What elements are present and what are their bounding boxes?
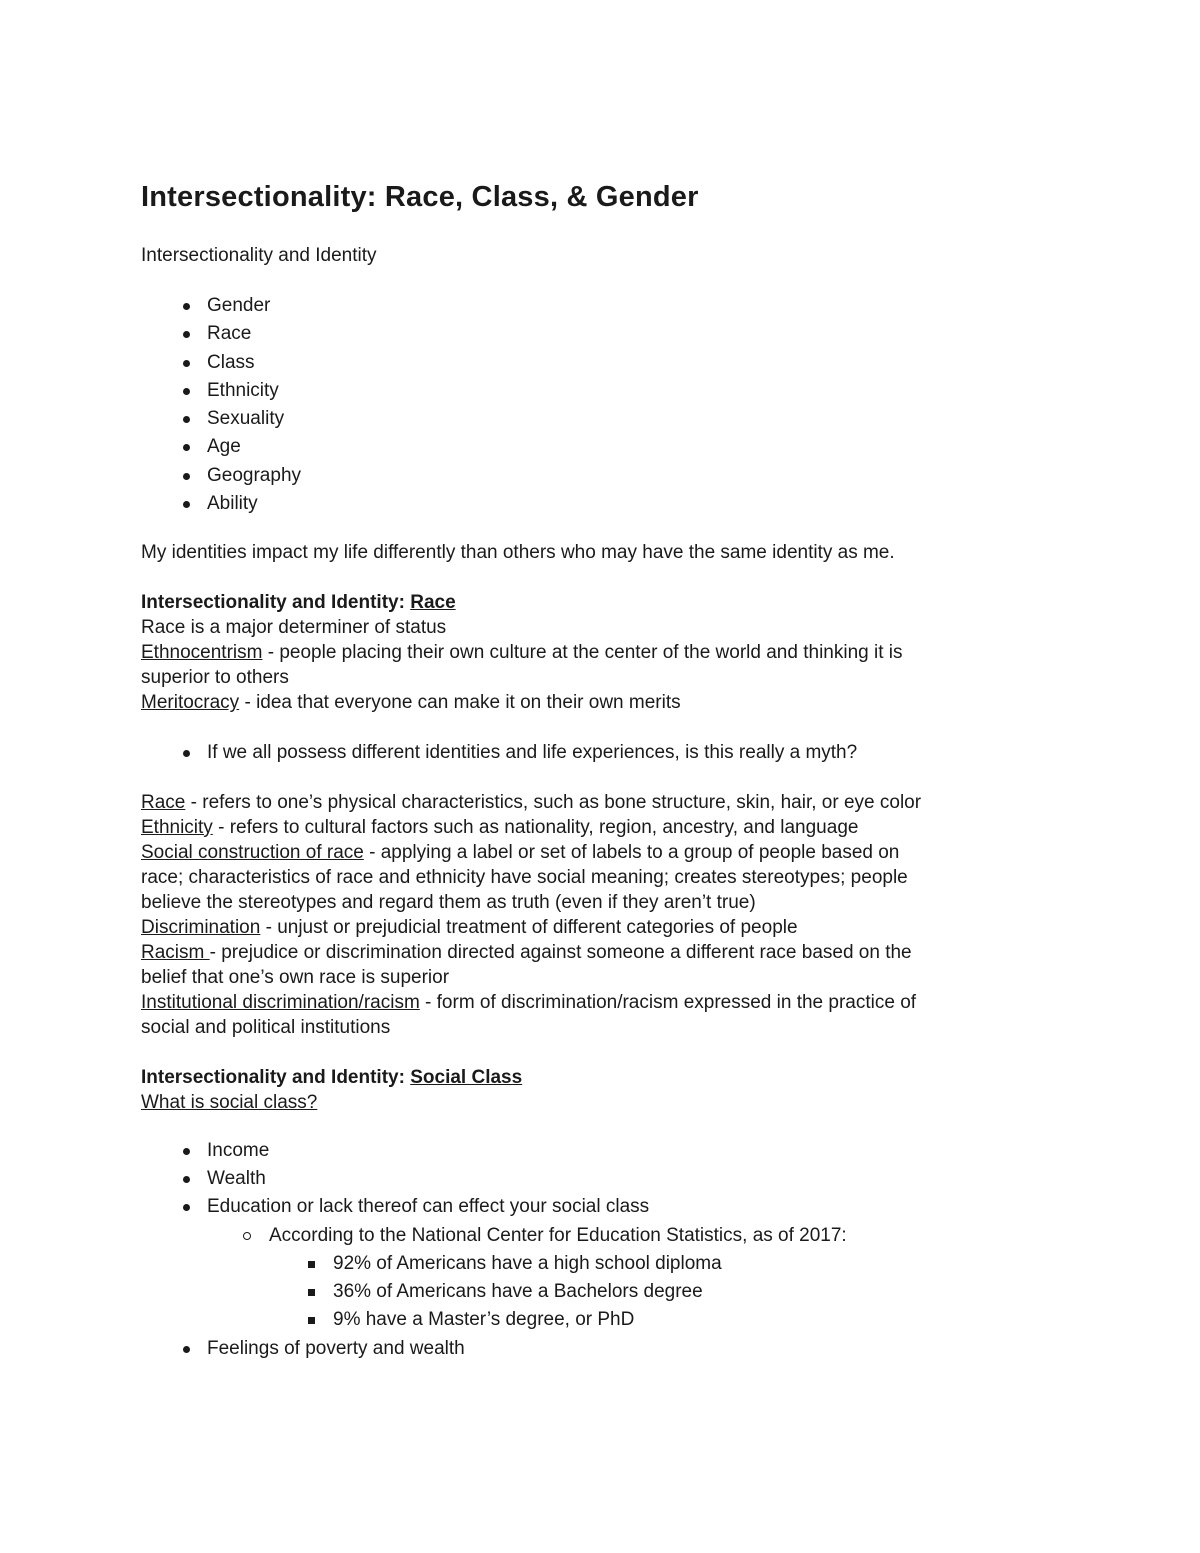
list-item: Feelings of poverty and wealth [141, 1335, 1076, 1363]
ethnocentrism-def-cont: superior to others [141, 667, 289, 689]
list-item: Wealth [141, 1165, 1076, 1193]
race-heading [141, 590, 1076, 615]
class-question-text: What is social class? [141, 1091, 318, 1113]
class-heading [141, 1065, 1076, 1090]
list-item: Income [141, 1137, 1076, 1165]
racism-def-cont: belief that one’s own race is superior [141, 966, 450, 988]
ethnicity-term: Ethnicity [141, 816, 213, 838]
race-definition [141, 790, 1076, 815]
class-list [141, 1137, 1076, 1222]
social-construction-def: - applying a label or set of labels to a group of people based on [363, 841, 900, 863]
meritocracy-definition [141, 690, 1076, 715]
race-intro: Race is a major determiner of status [141, 617, 447, 639]
section-subtitle: Intersectionality and Identity [141, 245, 377, 266]
social-construction-definition [141, 840, 1076, 915]
institutional-def: - form of discrimination/racism expressed in the practice of [419, 991, 917, 1013]
list-item: Ethnicity [141, 377, 1076, 405]
race-heading-prefix: Intersectionality and Identity: [141, 592, 411, 614]
institutional-definition [141, 990, 1076, 1040]
racism-def: - prejudice or discrimination directed against someone a different race based on the [209, 941, 912, 963]
meritocracy-term: Meritocracy [141, 692, 240, 714]
class-list-cont [141, 1335, 1076, 1363]
page-title: Intersectionality: Race, Class, & Gender [141, 181, 699, 213]
meritocracy-def: - idea that everyone can make it on their own merits [239, 692, 681, 714]
race-term: Race [141, 791, 186, 813]
list-item: Class [141, 349, 1076, 377]
identity-list [141, 292, 1076, 518]
ethnicity-def: - refers to cultural factors such as nationality, region, ancestry, and language [212, 816, 859, 838]
list-item [141, 1193, 1076, 1221]
discrimination-def: - unjust or prejudicial treatment of different categories of people [260, 916, 798, 938]
education-stats-list [141, 1250, 1076, 1335]
education-sublist [141, 1222, 1076, 1250]
social-construction-def-cont: race; characteristics of race and ethnicity have social meaning; creates stereotypes; people [141, 866, 908, 888]
list-item: Ability [141, 490, 1076, 518]
list-item: 92% of Americans have a high school diploma [141, 1250, 1076, 1278]
ethnocentrism-def: - people placing their own culture at the center of the world and thinking it is [262, 642, 903, 664]
social-construction-def-cont: believe the stereotypes and regard them as truth (even if they aren’t true) [141, 891, 756, 913]
race-heading-topic: Race [410, 592, 456, 614]
list-item: Sexuality [141, 405, 1076, 433]
discrimination-definition [141, 915, 1076, 940]
ethnocentrism-definition [141, 640, 1076, 690]
list-item: 36% of Americans have a Bachelors degree [141, 1278, 1076, 1306]
document-page [141, 175, 1076, 1363]
race-question-list [141, 739, 1076, 767]
racism-term: Racism [141, 941, 210, 963]
institutional-term: Institutional discrimination/racism [141, 991, 420, 1013]
ethnicity-definition [141, 815, 1076, 840]
social-construction-term: Social construction of race [141, 841, 364, 863]
list-item: If we all possess different identities and life experiences, is this really a myth? [141, 739, 1076, 767]
education-text: Education or lack thereof can effect your social class [207, 1196, 650, 1218]
class-heading-topic: Social Class [410, 1066, 523, 1088]
list-item: Age [141, 433, 1076, 461]
racism-definition [141, 940, 1076, 990]
ethnocentrism-term: Ethnocentrism [141, 642, 263, 664]
class-question [141, 1090, 1076, 1115]
list-item: Gender [141, 292, 1076, 320]
institutional-def-cont: social and political institutions [141, 1016, 391, 1038]
list-item: Race [141, 320, 1076, 348]
race-def: - refers to one’s physical characteristics, such as bone structure, skin, hair, or eye color [185, 791, 922, 813]
list-item: According to the National Center for Education Statistics, as of 2017: [141, 1222, 1076, 1250]
list-item: 9% have a Master’s degree, or PhD [141, 1306, 1076, 1334]
list-item: Geography [141, 462, 1076, 490]
identity-statement: My identities impact my life differently than others who may have the same identity as me. [141, 542, 895, 564]
discrimination-term: Discrimination [141, 916, 261, 938]
class-heading-prefix: Intersectionality and Identity: [141, 1066, 411, 1088]
